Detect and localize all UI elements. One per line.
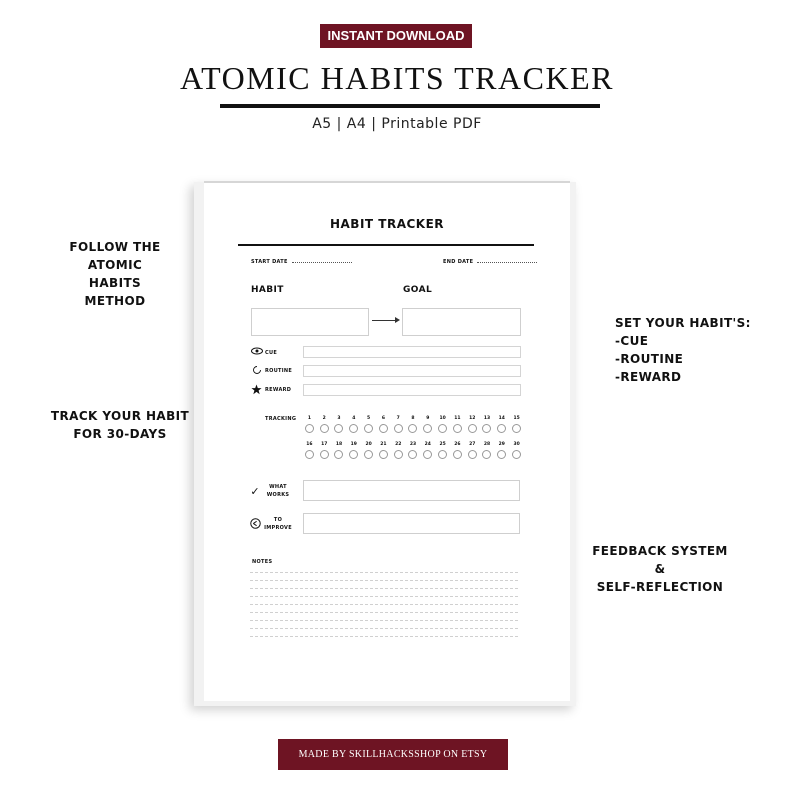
side-note-line: FOR 30-DAYS	[73, 427, 167, 441]
day-checkbox-cell	[435, 448, 450, 459]
day-checkbox-cell	[302, 422, 317, 433]
what-works-line: WHAT	[269, 484, 287, 490]
day-checkbox[interactable]	[334, 450, 343, 459]
day-number: 12	[469, 416, 476, 421]
start-date	[251, 259, 352, 265]
day-number: 8	[411, 416, 415, 421]
notes-line	[250, 580, 518, 581]
reward-label: REWARD	[265, 387, 292, 393]
notes-line	[250, 572, 518, 573]
day-number: 17	[321, 442, 328, 447]
day-number: 23	[409, 442, 417, 447]
side-note-feedback	[590, 542, 730, 596]
day-number: 25	[439, 442, 446, 447]
goal-box	[402, 308, 521, 336]
day-checkbox-cell	[302, 448, 317, 459]
day-checkbox[interactable]	[394, 424, 403, 433]
habit-tracker-sheet	[204, 181, 570, 701]
day-checkbox-cell	[494, 448, 509, 459]
tracking-grid-days-1-15	[302, 415, 524, 433]
day-checkbox-cell	[450, 422, 465, 433]
side-note-habit-parts	[615, 314, 765, 386]
day-checkbox-cell	[317, 448, 332, 459]
start-date-line	[292, 259, 352, 263]
day-checkbox-cell	[420, 448, 435, 459]
what-works-field	[303, 480, 520, 501]
notes-line	[250, 604, 518, 605]
circle-arrow-icon	[251, 365, 263, 375]
tracking-label: TRACKING	[265, 416, 297, 422]
day-number: 7	[396, 416, 400, 421]
notes-line	[250, 612, 518, 613]
to-improve-line: IMPROVE	[264, 525, 292, 531]
day-number: 21	[380, 442, 387, 447]
start-date-label: START DATE	[251, 259, 288, 265]
day-number: 18	[335, 442, 343, 447]
tracking-grid-days-16-30	[302, 441, 524, 459]
day-number: 4	[352, 416, 356, 421]
day-checkbox[interactable]	[423, 450, 432, 459]
what-works-line: WORKS	[266, 492, 290, 498]
day-checkbox[interactable]	[497, 424, 506, 433]
star-icon	[250, 384, 262, 394]
day-number: 26	[454, 442, 461, 447]
day-checkbox[interactable]	[305, 424, 314, 433]
day-checkbox[interactable]	[468, 424, 477, 433]
day-checkbox-cell	[332, 422, 347, 433]
day-checkbox[interactable]	[320, 450, 329, 459]
to-improve-line: TO	[273, 517, 283, 523]
day-number: 27	[469, 442, 476, 447]
day-number: 16	[306, 442, 313, 447]
day-checkbox-cell	[406, 422, 421, 433]
end-date-label: END DATE	[443, 259, 474, 265]
day-checkbox-cell	[317, 422, 332, 433]
day-checkbox-cell	[465, 448, 480, 459]
day-number: 6	[381, 416, 385, 421]
side-note-30-days	[50, 407, 190, 443]
day-checkbox-cell	[346, 422, 361, 433]
day-checkbox[interactable]	[468, 450, 477, 459]
day-checkbox-cell	[480, 448, 495, 459]
day-checkbox-cell	[509, 448, 524, 459]
side-note-line: SET YOUR HABIT'S:	[615, 316, 751, 330]
side-note-line: METHOD	[84, 294, 146, 308]
day-checkbox[interactable]	[408, 424, 417, 433]
side-note-line: TRACK YOUR HABIT	[50, 409, 190, 423]
day-checkbox-cell	[332, 448, 347, 459]
day-checkbox[interactable]	[482, 450, 491, 459]
to-improve-field	[303, 513, 520, 534]
improve-icon	[249, 518, 261, 528]
side-note-line: FOLLOW THE	[69, 240, 161, 254]
day-checkbox-cell	[406, 448, 421, 459]
side-note-line: &	[654, 562, 666, 576]
format-subtitle: A5 | A4 | Printable PDF	[312, 116, 482, 132]
day-number: 2	[322, 416, 326, 421]
day-checkbox-cell	[346, 448, 361, 459]
day-checkbox-cell	[480, 422, 495, 433]
footer-credit-badge: MADE BY SKILLHACKSSHOP ON ETSY	[278, 739, 508, 770]
day-number: 14	[498, 416, 505, 421]
side-note-line: -CUE	[615, 334, 649, 348]
notes-label: NOTES	[252, 559, 273, 565]
routine-label: ROUTINE	[265, 368, 293, 374]
sheet-title: HABIT TRACKER	[329, 217, 445, 231]
habit-box	[251, 308, 369, 336]
day-checkbox[interactable]	[305, 450, 314, 459]
side-note-method	[60, 238, 170, 310]
day-checkbox-cell	[391, 422, 406, 433]
day-checkbox-cell	[509, 422, 524, 433]
day-number: 19	[350, 442, 357, 447]
day-checkbox[interactable]	[320, 424, 329, 433]
day-checkbox[interactable]	[512, 450, 521, 459]
day-checkbox-cell	[465, 422, 480, 433]
day-checkbox-cell	[435, 422, 450, 433]
goal-label: GOAL	[403, 285, 433, 295]
side-note-line: ATOMIC HABITS	[87, 258, 143, 290]
day-checkbox[interactable]	[349, 450, 358, 459]
day-checkbox-cell	[376, 448, 391, 459]
day-number: 11	[454, 416, 461, 421]
check-icon: ✓	[250, 485, 260, 498]
notes-line	[250, 628, 518, 629]
notes-line	[250, 596, 518, 597]
day-checkbox[interactable]	[379, 424, 388, 433]
side-note-line: -REWARD	[615, 370, 682, 384]
eye-icon	[251, 347, 263, 357]
notes-line	[250, 636, 518, 637]
end-date	[443, 259, 537, 265]
day-number: 28	[483, 442, 491, 447]
day-checkbox-cell	[450, 448, 465, 459]
day-checkbox[interactable]	[438, 424, 447, 433]
day-checkbox-cell	[361, 422, 376, 433]
day-checkbox[interactable]	[512, 424, 521, 433]
day-number: 3	[337, 416, 341, 421]
day-checkbox[interactable]	[364, 450, 373, 459]
arrow-icon	[372, 320, 398, 321]
what-works-label	[264, 483, 292, 499]
page-title: ATOMIC HABITS TRACKER	[180, 60, 614, 96]
side-note-line: FEEDBACK SYSTEM	[592, 544, 728, 558]
day-checkbox[interactable]	[482, 424, 491, 433]
day-checkbox-cell	[391, 448, 406, 459]
day-checkbox[interactable]	[497, 450, 506, 459]
day-checkbox[interactable]	[438, 450, 447, 459]
day-checkbox[interactable]	[423, 424, 432, 433]
day-checkbox[interactable]	[408, 450, 417, 459]
day-checkbox[interactable]	[364, 424, 373, 433]
sheet-title-rule	[238, 244, 534, 246]
day-number: 10	[439, 416, 446, 421]
to-improve-label	[264, 516, 292, 532]
habit-label: HABIT	[251, 285, 284, 295]
day-number: 13	[483, 416, 491, 421]
day-number: 22	[395, 442, 402, 447]
instant-download-badge: INSTANT DOWNLOAD	[320, 24, 472, 48]
day-number: 9	[426, 416, 430, 421]
cue-label: CUE	[265, 350, 278, 356]
routine-field	[303, 365, 521, 377]
day-checkbox[interactable]	[394, 450, 403, 459]
day-number: 5	[367, 416, 371, 421]
day-checkbox[interactable]	[379, 450, 388, 459]
day-checkbox-cell	[361, 448, 376, 459]
side-note-line: -ROUTINE	[615, 352, 684, 366]
day-number: 30	[513, 442, 520, 447]
day-checkbox-cell	[376, 422, 391, 433]
notes-line	[250, 588, 518, 589]
cue-field	[303, 346, 521, 358]
notes-line	[250, 620, 518, 621]
day-checkbox[interactable]	[334, 424, 343, 433]
side-note-line: SELF-REFLECTION	[596, 580, 724, 594]
day-checkbox-cell	[494, 422, 509, 433]
day-number: 15	[513, 416, 520, 421]
day-checkbox-cell	[420, 422, 435, 433]
title-underline	[220, 104, 600, 108]
day-checkbox[interactable]	[453, 450, 462, 459]
day-number: 29	[498, 442, 505, 447]
end-date-line	[477, 259, 537, 263]
day-number: 1	[307, 416, 311, 421]
day-number: 24	[424, 442, 431, 447]
day-number: 20	[365, 442, 372, 447]
reward-field	[303, 384, 521, 396]
day-checkbox[interactable]	[349, 424, 358, 433]
day-checkbox[interactable]	[453, 424, 462, 433]
